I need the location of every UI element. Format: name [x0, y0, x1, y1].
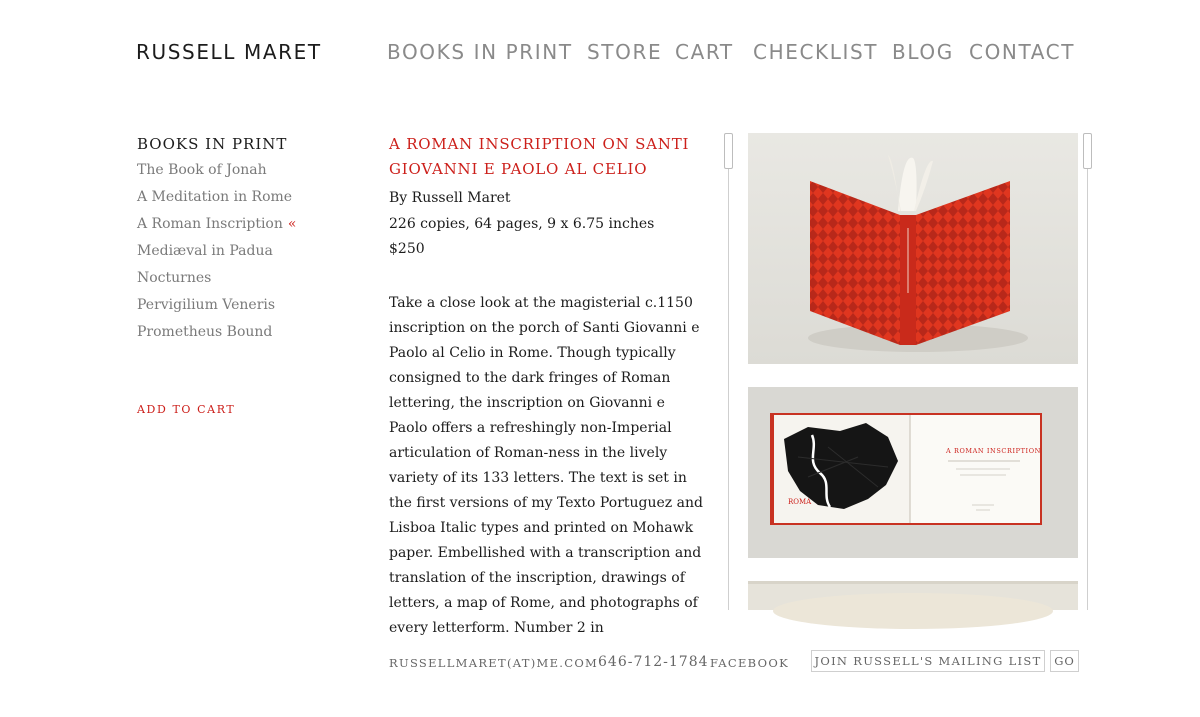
book-title: A ROMAN INSCRIPTION ON SANTI GIOVANNI E PAOLO AL CELIO [389, 135, 690, 178]
sidebar-heading: BOOKS IN PRINT [137, 135, 288, 153]
image-scrollbar-thumb[interactable] [1083, 133, 1092, 169]
book-price: $250 [389, 241, 425, 257]
text-scrollbar-track[interactable] [728, 133, 729, 610]
sidebar-item-label: The Book of Jonah [137, 162, 267, 178]
sidebar-book-list [137, 160, 296, 349]
sidebar-item-label: Mediæval in Padua [137, 243, 273, 259]
sidebar-item-roman-inscription[interactable] [137, 214, 296, 241]
sidebar-item-label: A Roman Inscription [137, 216, 283, 232]
image-scrollbar-track[interactable] [1087, 133, 1088, 610]
book-description: Take a close look at the magisterial c.1150 inscription on the porch of Santi Giovanni e Paolo al Celio in Rome. Though typically consigned to the dark fringes of Roman lettering, the inscription on Giovanni e Paolo offers a refreshingly non-Imperial articulation of Roman-ness in the lively variety of its 133 letters. The text is set in the first versions of my Texto Portuguez and Lisboa Italic types and printed on Mohawk paper. Embellished with a transcription and translation of the inscription, drawings of letters, a map of Rome, and photographs of every letterform. Number 2 in [389, 295, 703, 636]
nav-blog[interactable]: BLOG [892, 40, 954, 64]
nav-cart[interactable]: CART [675, 40, 734, 64]
sidebar-item-medieval-in-padua[interactable] [137, 241, 296, 268]
mailing-list-button[interactable]: JOIN RUSSELL'S MAILING LIST [811, 650, 1045, 672]
sidebar-item-meditation-in-rome[interactable] [137, 187, 296, 214]
spread-map-label: ROMA [788, 498, 812, 506]
sidebar-item-label: A Meditation in Rome [137, 189, 293, 205]
nav-contact[interactable]: CONTACT [969, 40, 1076, 64]
book-photo-partial [748, 581, 1078, 610]
sidebar-item-book-of-jonah[interactable] [137, 160, 296, 187]
go-button[interactable]: GO [1050, 650, 1079, 672]
footer-phone: 646-712-1784 [598, 654, 709, 670]
sidebar-item-label: Pervigilium Veneris [137, 297, 276, 313]
add-to-cart-link[interactable]: ADD TO CART [137, 403, 236, 416]
nav-store[interactable]: STORE [587, 40, 663, 64]
spread-title-page-heading: A ROMAN INSCRIPTION [946, 447, 1041, 455]
site-logo[interactable]: RUSSELL MARET [136, 40, 322, 64]
book-meta [389, 186, 654, 263]
sidebar-item-nocturnes[interactable] [137, 268, 296, 295]
sidebar-item-label: Prometheus Bound [137, 324, 273, 340]
current-item-marker: « [287, 216, 297, 232]
sidebar-item-prometheus-bound[interactable] [137, 322, 296, 349]
footer-email-link[interactable]: RUSSELLMARET(AT)ME.COM [389, 656, 599, 670]
book-photo-cover [748, 133, 1078, 364]
sidebar-item-pervigilium-veneris[interactable] [137, 295, 296, 322]
book-specs: 226 copies, 64 pages, 9 x 6.75 inches [389, 215, 655, 232]
text-scrollbar-thumb[interactable] [724, 133, 733, 169]
sidebar-item-label: Nocturnes [137, 270, 212, 286]
footer-facebook-link[interactable]: FACEBOOK [710, 656, 789, 670]
book-author: By Russell Maret [389, 190, 511, 206]
nav-books-in-print[interactable]: BOOKS IN PRINT [387, 40, 573, 64]
book-photo-spread [748, 387, 1078, 558]
nav-checklist[interactable]: CHECKLIST [753, 40, 879, 64]
